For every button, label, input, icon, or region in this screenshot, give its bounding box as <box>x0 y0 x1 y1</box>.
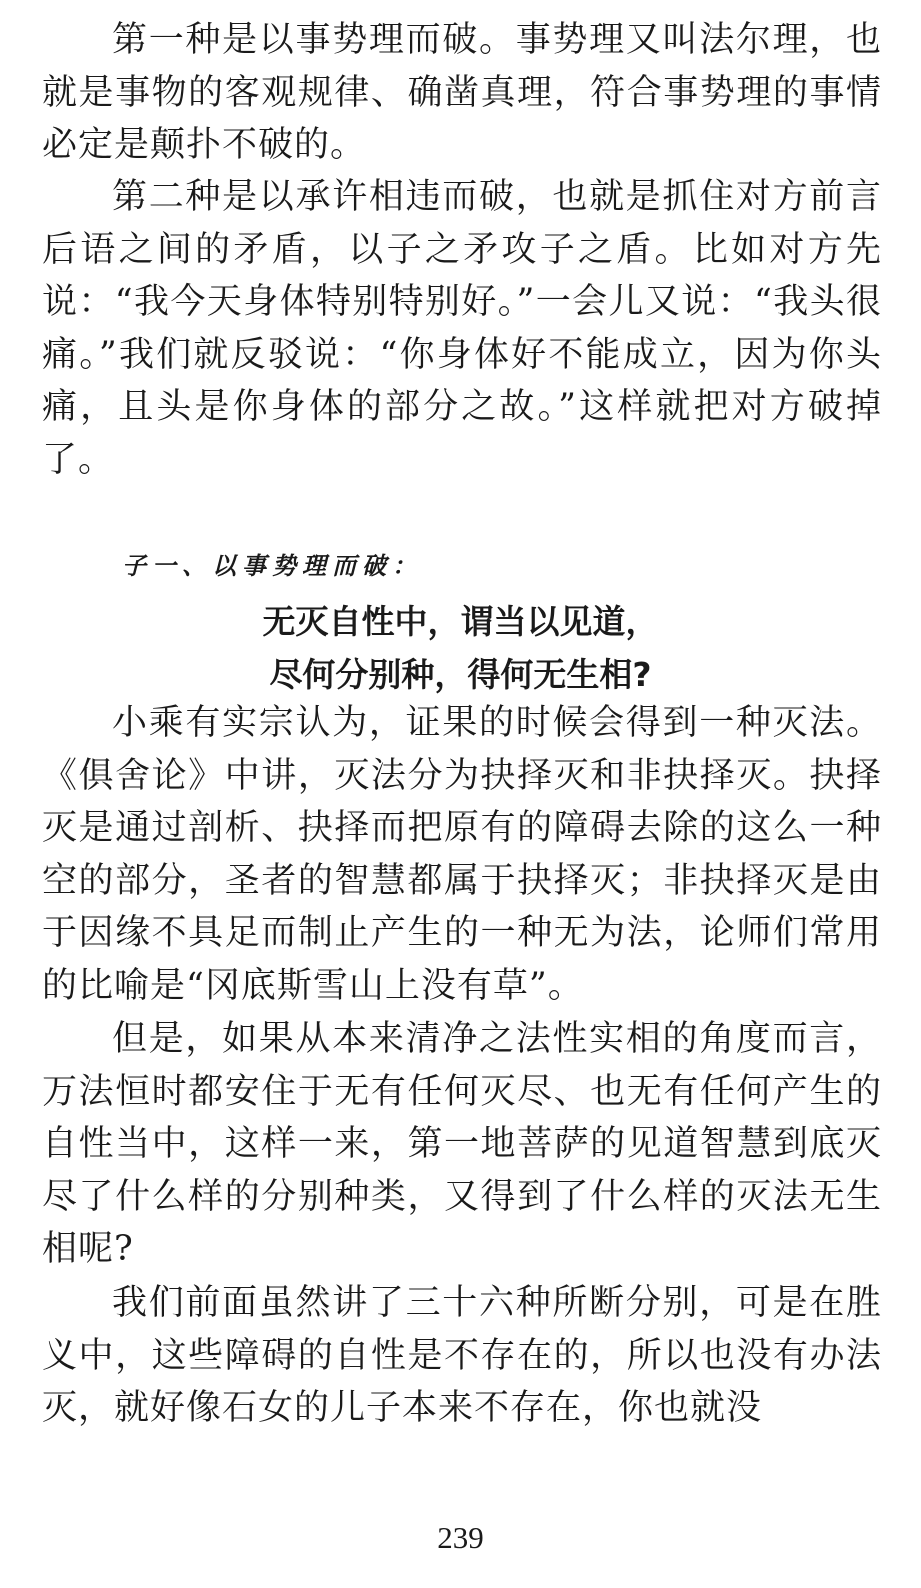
paragraph-mie-fa: 小乘有实宗认为，证果的时候会得到一种灭法。《俱舍论》中讲，灭法分为抉择灭和非抉择灭。抉择灭是通过剖析、抉择而把原有的障碍去除的这么一种空的部分，圣者的智慧都属于抉择灭；非抉择灭是由于因缘不具足而制止产生的一种无为法，论师们常用的比喻是“冈底斯雪山上没有草”。 <box>42 703 882 1006</box>
paragraph-fa-xing-shi-xiang: 但是，如果从本来清净之法性实相的角度而言，万法恒时都安住于无有任何灭尽、也无有任何产生的自性当中，这样一来，第一地菩萨的见道智慧到底灭尽了什么样的分别种类，又得到了什么样的灭法无生相呢? <box>42 1019 882 1269</box>
section-heading: 子一、以事势理而破： <box>122 551 422 580</box>
verse-line-1: 无灭自性中，谓当以见道， <box>262 602 659 641</box>
verse-line-2: 尽何分别种，得何无生相? <box>269 655 652 694</box>
paragraph-suo-duan-fen-bie: 我们前面虽然讲了三十六种所断分别，可是在胜义中，这些障碍的自性是不存在的，所以也没有办法灭，就好像石女的儿子本来不存在，你也就没 <box>42 1283 882 1428</box>
paragraph-shi-shi-li: 第一种是以事势理而破。事势理又叫法尔理，也就是事物的客观规律、确凿真理，符合事势理的事情必定是颠扑不破的。 <box>42 20 882 165</box>
paragraph-cheng-xu-xiang-wei: 第二种是以承许相违而破，也就是抓住对方前言后语之间的矛盾，以子之矛攻子之盾。比如对方先说：“我今天身体特别特别好。”一会儿又说：“我头很痛。”我们就反驳说：“你身体好不能成立，因为你头痛，且头是你身体的部分之故。”这样就把对方破掉了。 <box>42 177 882 480</box>
page-number: 239 <box>437 1520 484 1555</box>
